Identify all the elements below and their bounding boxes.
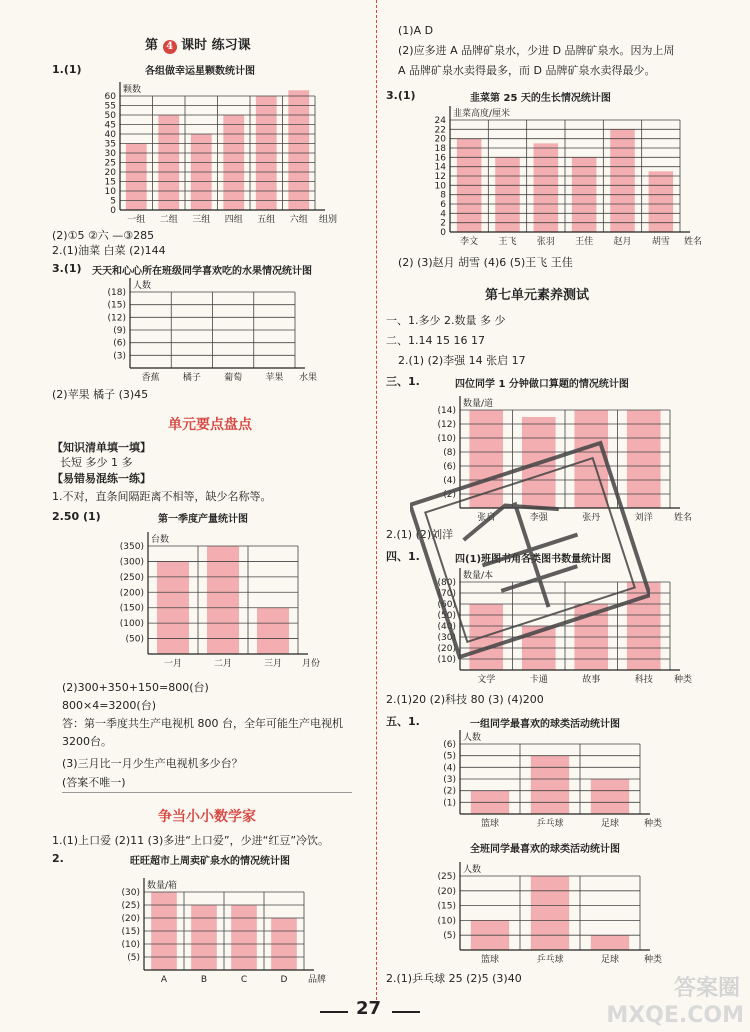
bar-张启 [469,410,503,508]
y-tick-label: 10 [434,181,446,192]
math-q1: 1.(1)上口爱 (2)11 (3)多进“上口爱”，少进“红豆”冷饮。 [52,834,330,847]
page-number-rule-right [392,1011,420,1013]
y-tick-label: (6) [113,338,126,349]
q1-chart-title: 各组做幸运星颗数统计图 [145,66,255,77]
x-tick-label: 葡萄 [224,373,243,383]
lesson-title-pre: 第 [145,38,159,53]
bar-乒乓球 [531,876,569,950]
bar-三月 [257,608,289,654]
chart-ball1 [420,730,700,832]
x-tick-label: B [200,975,208,985]
x-tick-label: 篮球 [480,819,500,829]
y-tick-label: (12) [437,420,456,430]
y-tick-label: 8 [440,190,446,201]
x-tick-label: 王佳 [575,237,594,247]
x-tick-label: 足球 [600,955,620,965]
y-tick-label: (50) [437,611,456,621]
y-tick-label: (10) [437,434,456,444]
tv-answer-5: (3)三月比一月少生产电视机多少台？ [62,757,243,770]
x-tick-label: 三组 [192,215,211,225]
tv-answer-2: 800×4=3200(台) [62,699,157,712]
x-tick-label: 五组 [257,215,276,225]
ball-answer: 2.(1)乒乓球 25 (2)5 (3)40 [386,972,522,985]
q2-answer: 2.(1)油菜 白菜 (2)144 [52,244,166,257]
chart-fruit [90,276,350,386]
y-tick-label: (15) [121,927,140,937]
y-tick-label: 60 [104,92,116,102]
y-tick-label: (15) [107,300,126,311]
chart-leek [420,104,720,252]
oral-chart-title: 四位同学 1 分钟做口算题的情况统计图 [455,379,629,390]
y-tick-label: (40) [437,622,456,632]
x-tick-label: 张羽 [536,237,555,247]
books-answer: 2.(1)20 (2)科技 80 (3) (4)200 [386,693,544,706]
ball-label: 五、1. [386,715,420,728]
y-tick-label: 40 [104,130,116,140]
y-tick-label: (9) [113,326,126,336]
chart-stars [90,78,355,225]
section-math: 争当小小数学家 [158,809,256,825]
y-tick-label: (20) [437,644,456,654]
x-axis-label: 种类 [644,819,663,829]
y-tick-label: (3) [113,351,126,362]
leek-q-label: 3.(1) [386,89,416,102]
y-tick-label: (14) [437,406,456,416]
y-tick-label: 20 [104,168,116,178]
water-chart-title: 旺旺超市上周卖矿泉水的情况统计图 [130,856,290,867]
lesson-title [145,34,251,54]
y-tick-label: (30) [121,888,140,898]
y-tick-label: (6) [443,462,456,472]
bar-足球 [591,935,629,950]
chart-water [100,868,370,988]
y-tick-label: (5) [443,931,456,942]
y-tick-label: (1) [443,798,456,809]
y-tick-label: (4) [443,476,456,486]
y-tick-label: (20) [121,914,140,924]
y-tick-label: (10) [121,940,140,950]
y-tick-label: (150) [119,603,144,614]
oral-answer: 2.(1) (2)刘洋 [386,528,454,541]
y-tick-label: 24 [434,116,446,126]
bar-B [191,905,217,970]
chart-ball2 [420,856,700,968]
x-tick-label: 科技 [634,675,653,685]
x-axis-label: 水果 [299,373,318,383]
y-tick-label: 45 [104,120,116,131]
ball1-chart-title: 一组同学最喜欢的球类活动统计图 [470,719,620,730]
y-tick-label: 14 [434,162,446,173]
y-tick-label: (70) [437,589,456,599]
y-tick-label: 22 [434,125,446,136]
x-tick-label: 四组 [224,215,243,225]
bar-二月 [207,546,239,654]
x-tick-label: D [280,975,288,985]
books-label: 四、1. [386,550,420,563]
bar-张羽 [534,143,559,232]
x-tick-label: 李文 [460,237,479,247]
x-axis-label: 种类 [674,675,693,685]
tv-answer-6: (答案不唯一) [62,776,126,789]
mistake-heading: 【易错易混练一练】 [52,472,151,485]
y-tick-label: 15 [104,177,116,188]
y-tick-label: (250) [119,572,144,583]
knowledge-answer: 长短 多少 1 多 [60,456,133,469]
y-tick-label: (10) [437,916,456,927]
q3-chart-title: 天天和心心所在班级同学喜欢吃的水果情况统计图 [92,266,312,277]
x-tick-label: 胡雪 [651,237,670,247]
y-tick-label: 5 [110,196,116,207]
y-axis-label: 数量/道 [463,399,494,409]
chart-books [420,566,720,690]
y-tick-label: (100) [119,619,144,630]
x-axis-label: 姓名 [684,237,703,247]
tv-answer-3: 答：第一季度共生产电视机 800 台，全年可能生产电视机 [62,717,343,730]
x-tick-label: 二组 [159,215,178,225]
x-tick-label: 香蕉 [141,373,160,383]
y-tick-label: (20) [437,886,456,897]
unit-a3: 2.(1) (2)李强 14 张启 17 [398,354,526,367]
tv-chart-title: 第一季度产量统计图 [158,514,248,525]
q3-label: 3.(1) [52,262,82,275]
leek-answer: (2) (3)赵月 胡雪 (4)6 (5)王飞 王佳 [398,256,573,269]
q3-answer-2: (2)苹果 橘子 (3)45 [52,388,149,401]
bar-乒乓球 [531,756,569,814]
x-tick-label: 六组 [289,215,308,225]
x-tick-label: 张启 [477,513,496,523]
x-tick-label: 卡通 [529,675,548,685]
y-tick-label: 6 [440,200,446,210]
y-tick-label: (200) [119,588,144,599]
watermark-text: 答案圈 [673,976,740,1001]
mistake-q2-label: 2.50 (1) [52,510,101,523]
bar-张丹 [574,410,608,508]
unit-a2: 二、1.14 15 16 17 [386,334,485,347]
y-axis-label: 人数 [133,281,152,291]
oral-label: 三、1. [386,375,420,388]
y-axis-label: 人数 [463,733,482,743]
tv-answer-1: (2)300+350+150=800(台) [62,681,209,694]
y-tick-label: (80) [437,578,456,588]
section-review: 单元要点盘点 [168,417,252,433]
y-tick-label: (12) [107,313,126,324]
tv-answer-4: 3200台。 [62,735,112,748]
y-tick-label: 30 [104,149,116,159]
x-tick-label: 一月 [163,659,183,669]
x-tick-label: 苹果 [265,373,284,383]
x-tick-label: 刘洋 [634,513,653,523]
ball2-chart-title: 全班同学最喜欢的球类活动统计图 [470,844,620,855]
y-tick-label: (18) [107,288,126,298]
y-tick-label: 50 [104,111,116,121]
watermark-url: MXQE.COM [606,1003,744,1028]
q1-answer-2: (2)①5 ②六 —③285 [52,229,155,242]
y-tick-label: 25 [104,158,116,169]
y-tick-label: (5) [443,751,456,762]
chart-tv [108,528,338,676]
x-axis-label: 月份 [302,659,321,669]
x-tick-label: 二月 [213,659,233,669]
x-tick-label: 一组 [127,215,146,225]
y-tick-label: (10) [437,655,456,665]
knowledge-heading: 【知识清单填一填】 [52,441,151,454]
chart-oral [420,390,720,528]
y-tick-label: 10 [104,187,116,197]
y-tick-label: (60) [437,600,456,610]
x-axis-label: 姓名 [674,513,693,523]
lesson-title-post: 课时 练习课 [181,38,251,53]
x-tick-label: A [160,975,168,985]
books-chart-title: 四(1)班图书角各类图书数量统计图 [455,554,612,565]
y-tick-label: 4 [440,209,446,220]
y-axis-label: 数量/本 [463,571,494,581]
x-tick-label: 王飞 [498,237,517,247]
x-tick-label: 文学 [477,675,496,685]
y-axis-label: 韭菜高度/厘米 [453,109,511,119]
y-tick-label: (2) [443,490,456,500]
y-tick-label: (30) [437,633,456,643]
x-tick-label: 李强 [529,513,548,523]
mistake-q1: 1.不对，直条间隔距离不相等，缺少名称等。 [52,490,272,503]
y-tick-label: 12 [434,172,446,182]
x-tick-label: 乒乓球 [536,955,564,965]
x-tick-label: 篮球 [480,955,500,965]
y-tick-label: 16 [434,153,446,164]
bar-赵月 [610,129,635,232]
y-tick-label: (6) [443,740,456,750]
y-tick-label: (8) [443,448,456,458]
y-axis-label: 台数 [151,535,170,545]
page-number: 27 [356,998,382,1019]
y-tick-label: (3) [443,775,456,785]
unit-a1: 一、1.多少 2.数量 多 少 [386,314,506,327]
y-tick-label: (4) [443,763,456,774]
bar-C [231,905,257,970]
y-tick-label: (15) [437,901,456,912]
unit-test-title: 第七单元素养测试 [485,288,590,303]
y-tick-label: 0 [110,206,116,216]
y-tick-label: 55 [104,101,116,112]
page-number-rule-left [320,1011,348,1013]
x-axis-label: 品牌 [308,975,327,985]
q1-label: 1.(1) [52,63,82,76]
math-q2-label: 2. [52,852,64,865]
y-tick-label: (50) [125,634,144,645]
y-axis-label: 人数 [463,865,482,875]
x-tick-label: C [240,975,248,985]
r-answer-1: (1)A D [398,24,434,37]
y-axis-label: 颗数 [123,85,142,95]
bar-一组 [126,144,147,211]
y-tick-label: (25) [121,901,140,911]
y-tick-label: 18 [434,144,446,154]
y-tick-label: (2) [443,786,456,797]
r-answer-3: A 品牌矿泉水卖得最多，而 D 品牌矿泉水卖得最少。 [398,64,656,77]
x-tick-label: 橘子 [182,373,201,383]
leek-chart-title: 韭菜第 25 天的生长情况统计图 [470,93,611,104]
x-tick-label: 赵月 [613,237,632,247]
column-divider [376,0,377,1000]
y-tick-label: 2 [440,218,446,229]
x-axis-label: 组别 [319,215,338,225]
x-tick-label: 三月 [263,659,283,669]
x-tick-label: 张丹 [582,513,601,523]
y-tick-label: (350) [119,542,144,552]
y-tick-label: 0 [440,228,446,238]
r-answer-2: (2)应多进 A 品牌矿泉水，少进 D 品牌矿泉水。因为上周 [398,44,675,57]
y-tick-label: 35 [104,139,116,150]
lesson-number-badge: 4 [163,40,177,54]
x-tick-label: 故事 [582,675,601,685]
y-tick-label: (25) [437,872,456,882]
bar-六组 [288,90,309,210]
x-tick-label: 乒乓球 [536,819,564,829]
bar-足球 [591,779,629,814]
y-tick-label: 20 [434,134,446,145]
y-tick-label: (300) [119,557,144,568]
x-axis-label: 种类 [644,955,663,965]
y-tick-label: (5) [127,953,140,963]
x-tick-label: 足球 [600,819,620,829]
bar-刘洋 [627,410,661,508]
y-axis-label: 数量/箱 [147,881,178,891]
answer-line [62,792,352,793]
